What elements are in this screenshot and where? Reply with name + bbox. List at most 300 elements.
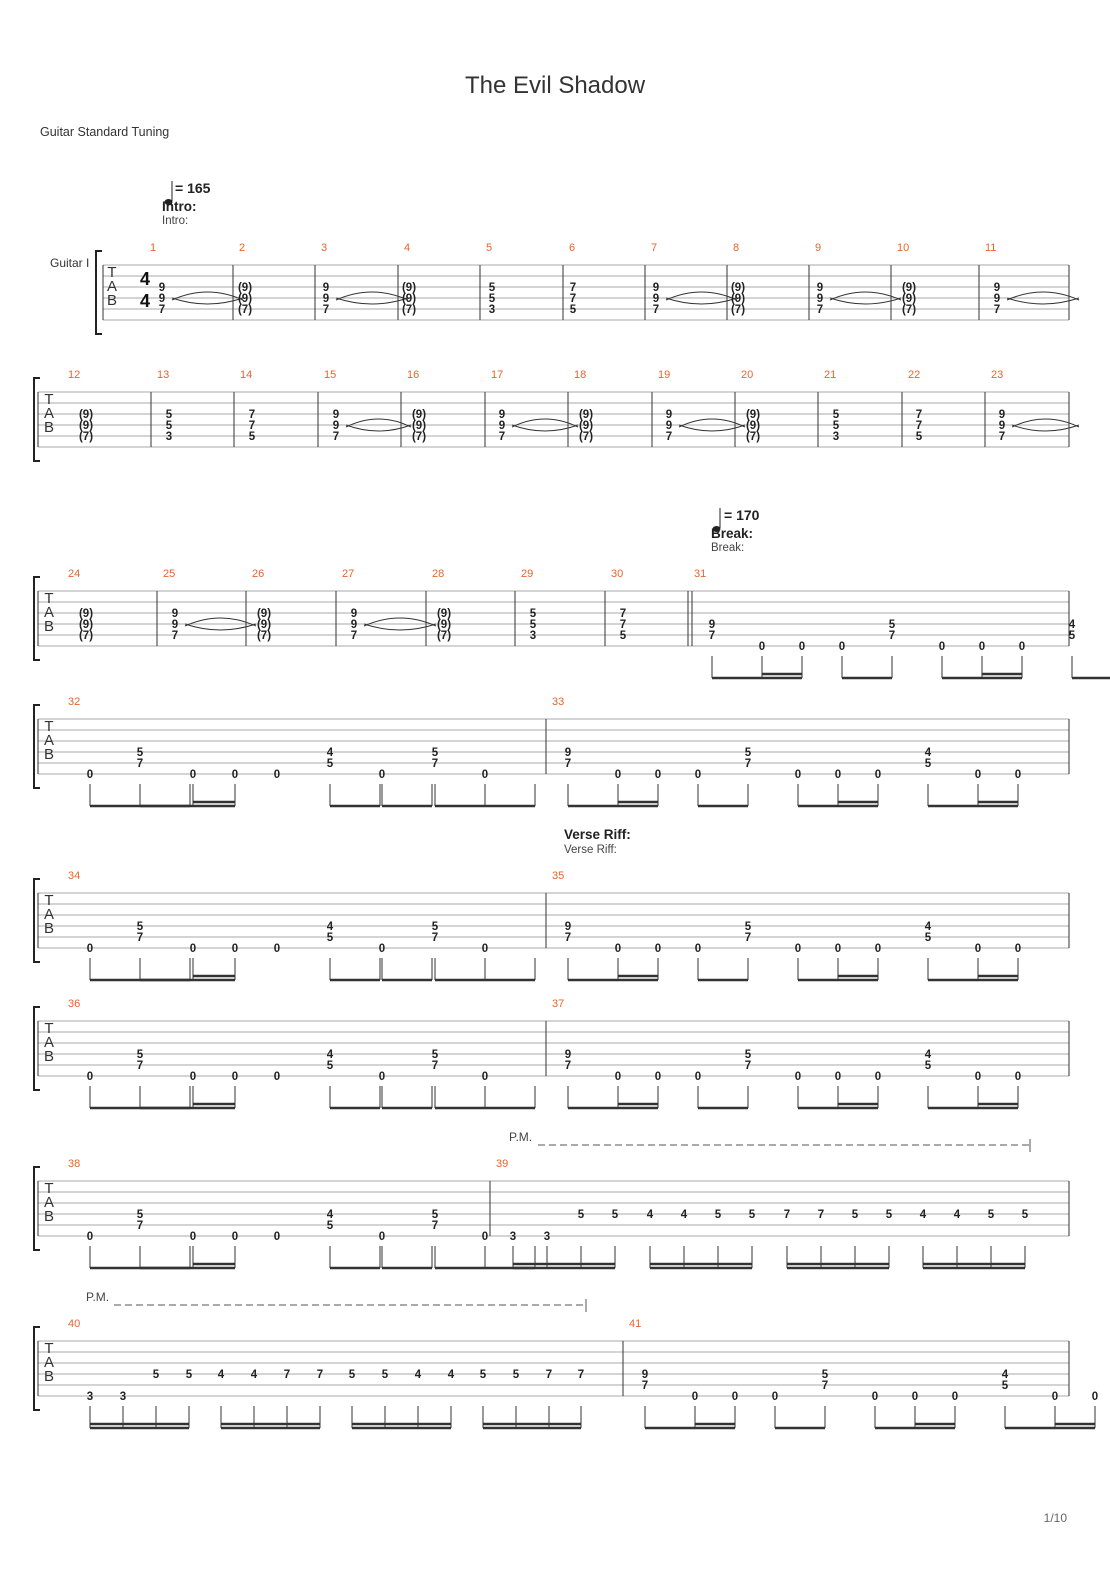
- fret-number: (7): [436, 630, 452, 642]
- fret-number: 4: [919, 1209, 927, 1221]
- measure-number: 33: [552, 696, 565, 708]
- fret-number: 9: [158, 282, 166, 294]
- fret-number: 5: [326, 1060, 334, 1072]
- instrument-name: Guitar I: [50, 256, 90, 270]
- fret-number: 0: [911, 1391, 919, 1403]
- fret-number: 0: [378, 943, 386, 955]
- fret-number: 5: [821, 1369, 829, 1381]
- fret-number: 7: [283, 1369, 291, 1381]
- fret-number: 0: [614, 769, 622, 781]
- tie-arc: [336, 298, 408, 304]
- fret-number: 7: [708, 630, 716, 642]
- fret-number: 0: [1014, 943, 1022, 955]
- fret-number: 5: [832, 420, 840, 432]
- system-bracket-4: [34, 705, 40, 788]
- fret-number: 0: [691, 1391, 699, 1403]
- fret-number: 5: [748, 1209, 756, 1221]
- fret-number: 0: [938, 641, 946, 653]
- fret-number: (9): [256, 619, 272, 631]
- fret-number: 5: [136, 1049, 144, 1061]
- fret-number: 0: [273, 769, 281, 781]
- fret-number: 0: [481, 769, 489, 781]
- fret-number: 0: [974, 943, 982, 955]
- tab-clef-letter: B: [43, 746, 55, 763]
- tie-arc: [364, 618, 436, 626]
- fret-number: (9): [237, 293, 253, 305]
- fret-number: 9: [498, 420, 506, 432]
- fret-number: (9): [401, 293, 417, 305]
- fret-number: 5: [924, 932, 932, 944]
- fret-number: 0: [378, 1231, 386, 1243]
- fret-number: 4: [414, 1369, 422, 1381]
- fret-number: 0: [874, 1071, 882, 1083]
- section-sublabel-intro: Intro:: [162, 215, 189, 227]
- tie-arc: [172, 292, 243, 300]
- measure-number: 12: [68, 369, 81, 381]
- fret-number: 0: [189, 769, 197, 781]
- measure-number: 11: [985, 242, 997, 254]
- tab-clef-letter: B: [43, 1208, 55, 1225]
- fret-number: 9: [332, 420, 340, 432]
- section-label-break: Break:: [711, 526, 754, 541]
- tuning-label: Guitar Standard Tuning: [40, 125, 170, 139]
- fret-number: 7: [816, 304, 824, 316]
- palm-mute-label-40: P.M.: [86, 1290, 110, 1304]
- measure-number: 15: [324, 369, 337, 381]
- fret-number: 5: [431, 921, 439, 933]
- fret-number: 5: [888, 619, 896, 631]
- fret-number: 0: [694, 943, 702, 955]
- tab-clef-letter: B: [106, 292, 118, 309]
- system-bracket-7: [34, 1167, 40, 1250]
- fret-number: 3: [509, 1231, 517, 1243]
- fret-number: 3: [543, 1231, 551, 1243]
- measure-number: 14: [240, 369, 253, 381]
- fret-number: 5: [381, 1369, 389, 1381]
- fret-number: 0: [874, 943, 882, 955]
- measure-number: 5: [486, 242, 493, 254]
- measure-number: 40: [68, 1318, 81, 1330]
- fret-number: 7: [744, 758, 752, 770]
- fret-number: 7: [322, 304, 330, 316]
- fret-number: 0: [1014, 1071, 1022, 1083]
- measure-number: 27: [342, 568, 355, 580]
- fret-number: 7: [136, 758, 144, 770]
- fret-number: 0: [758, 641, 766, 653]
- measure-number: 17: [491, 369, 504, 381]
- system-bracket-2: [34, 378, 40, 461]
- tie-arc: [830, 298, 901, 304]
- tie-arc: [1007, 292, 1079, 300]
- measure-number: 23: [991, 369, 1004, 381]
- fret-number: 7: [744, 932, 752, 944]
- fret-number: 9: [652, 282, 660, 294]
- tie-arc: [185, 618, 256, 626]
- fret-number: (9): [78, 409, 94, 421]
- tab-clef-letter: A: [43, 906, 55, 923]
- fret-number: 0: [86, 943, 94, 955]
- fret-number: (9): [730, 282, 746, 294]
- tab-clef-letter: B: [43, 1048, 55, 1065]
- fret-number: 0: [273, 1071, 281, 1083]
- fret-number: 7: [171, 630, 179, 642]
- fret-number: 0: [974, 769, 982, 781]
- fret-number: 9: [816, 282, 824, 294]
- fret-number: (9): [78, 619, 94, 631]
- fret-number: 0: [481, 1231, 489, 1243]
- fret-number: 9: [665, 409, 673, 421]
- fret-number: 7: [332, 431, 340, 443]
- fret-number: 9: [993, 293, 1001, 305]
- fret-number: 5: [1001, 1380, 1009, 1392]
- fret-number: (9): [78, 608, 94, 620]
- fret-number: (7): [578, 431, 594, 443]
- fret-number: 5: [611, 1209, 619, 1221]
- fret-number: (9): [730, 293, 746, 305]
- fret-number: 5: [714, 1209, 722, 1221]
- fret-number: 5: [987, 1209, 995, 1221]
- measure-number: 1: [150, 242, 157, 254]
- section-sublabel-break: Break:: [711, 542, 745, 554]
- fret-number: 3: [488, 304, 496, 316]
- fret-number: 4: [680, 1209, 688, 1221]
- fret-number: 9: [171, 608, 179, 620]
- song-title: The Evil Shadow: [464, 72, 646, 99]
- measure-number: 9: [815, 242, 822, 254]
- fret-number: 5: [152, 1369, 160, 1381]
- measure-number: 24: [68, 568, 81, 580]
- fret-number: (9): [411, 409, 427, 421]
- tab-clef-letter: A: [106, 278, 118, 295]
- fret-number: 7: [158, 304, 166, 316]
- tab-clef-letter: T: [107, 264, 117, 281]
- measure-number: 28: [432, 568, 445, 580]
- fret-number: 0: [654, 943, 662, 955]
- fret-number: 9: [708, 619, 716, 631]
- measure-number: 18: [574, 369, 587, 381]
- fret-number: 5: [569, 304, 577, 316]
- section-label-intro: Intro:: [162, 199, 197, 214]
- fret-number: 4: [326, 1209, 334, 1221]
- tie-arc: [364, 624, 436, 630]
- fret-number: 5: [326, 1220, 334, 1232]
- fret-number: 9: [564, 747, 572, 759]
- fret-number: 0: [794, 769, 802, 781]
- fret-number: 0: [614, 1071, 622, 1083]
- fret-number: 0: [86, 769, 94, 781]
- measure-number: 30: [611, 568, 624, 580]
- fret-number: (7): [730, 304, 746, 316]
- tie-arc: [666, 292, 737, 300]
- fret-number: 7: [350, 630, 358, 642]
- fret-number: 5: [431, 747, 439, 759]
- fret-number: 5: [924, 758, 932, 770]
- page-number: 1/10: [1043, 1511, 1067, 1525]
- fret-number: 5: [326, 932, 334, 944]
- fret-number: 5: [619, 630, 627, 642]
- fret-number: 0: [654, 769, 662, 781]
- fret-number: 5: [488, 282, 496, 294]
- fret-number: 3: [165, 431, 173, 443]
- fret-number: 0: [231, 1231, 239, 1243]
- fret-number: 7: [665, 431, 673, 443]
- fret-number: 0: [189, 943, 197, 955]
- fret-number: 5: [136, 747, 144, 759]
- measure-number: 10: [897, 242, 910, 254]
- fret-number: 0: [771, 1391, 779, 1403]
- fret-number: (7): [401, 304, 417, 316]
- measure-number: 35: [552, 870, 565, 882]
- time-signature-top: 4: [139, 269, 151, 289]
- fret-number: 0: [378, 769, 386, 781]
- system-bracket-1: [96, 251, 102, 334]
- fret-number: (9): [411, 420, 427, 432]
- fret-number: (7): [901, 304, 917, 316]
- tie-arc: [336, 292, 408, 300]
- fret-number: 7: [783, 1209, 791, 1221]
- section-sublabel-verse: Verse Riff:: [564, 844, 617, 856]
- fret-number: 9: [564, 1049, 572, 1061]
- fret-number: 9: [998, 420, 1006, 432]
- fret-number: 0: [974, 1071, 982, 1083]
- fret-number: (9): [901, 293, 917, 305]
- fret-number: 0: [231, 1071, 239, 1083]
- tab-clef-letter: B: [43, 920, 55, 937]
- fret-number: 9: [993, 282, 1001, 294]
- fret-number: 9: [498, 409, 506, 421]
- fret-number: 0: [378, 1071, 386, 1083]
- fret-number: 7: [248, 409, 256, 421]
- system-bracket-6: [34, 1007, 40, 1090]
- fret-number: 7: [431, 758, 439, 770]
- fret-number: 5: [326, 758, 334, 770]
- measure-number: 22: [908, 369, 921, 381]
- fret-number: 7: [564, 758, 572, 770]
- fret-number: (9): [745, 409, 761, 421]
- measure-number: 25: [163, 568, 176, 580]
- tab-clef-letter: T: [44, 718, 54, 735]
- fret-number: 0: [834, 943, 842, 955]
- fret-number: 7: [248, 420, 256, 432]
- fret-number: 9: [652, 293, 660, 305]
- fret-number: (7): [78, 431, 94, 443]
- tab-clef-letter: A: [43, 604, 55, 621]
- fret-number: 0: [694, 769, 702, 781]
- measure-number: 2: [239, 242, 246, 254]
- fret-number: 7: [545, 1369, 553, 1381]
- fret-number: 9: [665, 420, 673, 432]
- fret-number: 7: [431, 1060, 439, 1072]
- fret-number: (9): [578, 409, 594, 421]
- measure-number: 21: [824, 369, 837, 381]
- tempo-value-intro: = 165: [175, 180, 211, 196]
- fret-number: 4: [447, 1369, 455, 1381]
- system-bracket-5: [34, 879, 40, 962]
- tab-clef-letter: A: [43, 1034, 55, 1051]
- fret-number: 7: [817, 1209, 825, 1221]
- fret-number: 0: [834, 769, 842, 781]
- fret-number: 5: [744, 747, 752, 759]
- fret-number: 0: [481, 943, 489, 955]
- palm-mute-label-39: P.M.: [509, 1130, 533, 1144]
- fret-number: 9: [322, 293, 330, 305]
- tab-clef-letter: T: [44, 1180, 54, 1197]
- fret-number: 9: [171, 619, 179, 631]
- fret-number: 4: [924, 747, 932, 759]
- fret-number: 7: [641, 1380, 649, 1392]
- measure-number: 32: [68, 696, 81, 708]
- fret-number: 4: [646, 1209, 654, 1221]
- fret-number: 0: [86, 1231, 94, 1243]
- fret-number: 0: [231, 943, 239, 955]
- fret-number: 5: [744, 1049, 752, 1061]
- tie-arc: [185, 624, 256, 630]
- fret-number: (9): [78, 420, 94, 432]
- fret-number: 0: [951, 1391, 959, 1403]
- fret-number: 9: [350, 608, 358, 620]
- fret-number: 4: [250, 1369, 258, 1381]
- fret-number: 0: [481, 1071, 489, 1083]
- fret-number: 0: [1051, 1391, 1059, 1403]
- tie-arc: [830, 292, 901, 300]
- fret-number: 4: [924, 1049, 932, 1061]
- fret-number: 0: [871, 1391, 879, 1403]
- tab-clef-letter: T: [44, 590, 54, 607]
- fret-number: 7: [888, 630, 896, 642]
- measure-number: 26: [252, 568, 265, 580]
- fret-number: 0: [794, 1071, 802, 1083]
- tab-clef-letter: A: [43, 1354, 55, 1371]
- fret-number: (7): [256, 630, 272, 642]
- fret-number: 0: [86, 1071, 94, 1083]
- fret-number: 7: [569, 293, 577, 305]
- fret-number: 0: [798, 641, 806, 653]
- tie-arc: [172, 298, 243, 304]
- fret-number: (9): [436, 619, 452, 631]
- fret-number: (7): [237, 304, 253, 316]
- measure-number: 38: [68, 1158, 81, 1170]
- tab-clef-letter: A: [43, 732, 55, 749]
- fret-number: 9: [564, 921, 572, 933]
- fret-number: 0: [794, 943, 802, 955]
- fret-number: 0: [1018, 641, 1026, 653]
- measure-number: 41: [629, 1318, 642, 1330]
- fret-number: 7: [569, 282, 577, 294]
- measure-number: 16: [407, 369, 420, 381]
- fret-number: 9: [998, 409, 1006, 421]
- fret-number: 7: [431, 1220, 439, 1232]
- fret-number: 7: [564, 1060, 572, 1072]
- fret-number: 0: [614, 943, 622, 955]
- fret-number: 5: [488, 293, 496, 305]
- fret-number: 3: [119, 1391, 127, 1403]
- fret-number: 5: [512, 1369, 520, 1381]
- fret-number: 5: [924, 1060, 932, 1072]
- measure-number: 6: [569, 242, 576, 254]
- fret-number: 9: [332, 409, 340, 421]
- fret-number: 7: [136, 1060, 144, 1072]
- fret-number: 5: [577, 1209, 585, 1221]
- fret-number: 7: [993, 304, 1001, 316]
- tie-arc: [666, 298, 737, 304]
- fret-number: 7: [577, 1369, 585, 1381]
- fret-number: (9): [578, 420, 594, 432]
- fret-number: (7): [745, 431, 761, 443]
- fret-number: 0: [978, 641, 986, 653]
- fret-number: (9): [745, 420, 761, 432]
- fret-number: 7: [619, 608, 627, 620]
- fret-number: 5: [851, 1209, 859, 1221]
- measure-number: 13: [157, 369, 170, 381]
- fret-number: 5: [348, 1369, 356, 1381]
- fret-number: (9): [237, 282, 253, 294]
- fret-number: 7: [998, 431, 1006, 443]
- time-signature-bottom: 4: [139, 291, 151, 311]
- fret-number: 9: [322, 282, 330, 294]
- fret-number: 4: [1001, 1369, 1009, 1381]
- fret-number: 7: [619, 619, 627, 631]
- fret-number: (9): [401, 282, 417, 294]
- measure-number: 36: [68, 998, 81, 1010]
- fret-number: 7: [498, 431, 506, 443]
- fret-number: 7: [744, 1060, 752, 1072]
- fret-number: 9: [816, 293, 824, 305]
- fret-number: 4: [924, 921, 932, 933]
- fret-number: 5: [165, 409, 173, 421]
- fret-number: (7): [78, 630, 94, 642]
- fret-number: (9): [436, 608, 452, 620]
- fret-number: 5: [832, 409, 840, 421]
- tie-arc: [1007, 298, 1079, 304]
- fret-number: (9): [901, 282, 917, 294]
- fret-number: 0: [1014, 769, 1022, 781]
- fret-number: 3: [86, 1391, 94, 1403]
- fret-number: 5: [1068, 630, 1076, 642]
- fret-number: 3: [832, 431, 840, 443]
- tab-clef-letter: T: [44, 1340, 54, 1357]
- measure-number: 20: [741, 369, 754, 381]
- fret-number: 7: [652, 304, 660, 316]
- fret-number: 7: [915, 420, 923, 432]
- system-bracket-8: [34, 1327, 40, 1410]
- fret-number: 4: [953, 1209, 961, 1221]
- tab-clef-letter: B: [43, 618, 55, 635]
- fret-number: 5: [136, 1209, 144, 1221]
- fret-number: 5: [529, 619, 537, 631]
- measure-number: 34: [68, 870, 81, 882]
- fret-number: 9: [350, 619, 358, 631]
- fret-number: (9): [256, 608, 272, 620]
- fret-number: 3: [529, 630, 537, 642]
- fret-number: 5: [136, 921, 144, 933]
- fret-number: 0: [731, 1391, 739, 1403]
- fret-number: 0: [1091, 1391, 1099, 1403]
- fret-number: 5: [248, 431, 256, 443]
- system-bracket-3: [34, 577, 40, 660]
- fret-number: 4: [326, 747, 334, 759]
- measure-number: 8: [733, 242, 740, 254]
- fret-number: 5: [185, 1369, 193, 1381]
- fret-number: 0: [874, 769, 882, 781]
- fret-number: 0: [189, 1071, 197, 1083]
- tab-clef-letter: B: [43, 419, 55, 436]
- measure-number: 39: [496, 1158, 509, 1170]
- fret-number: 4: [326, 921, 334, 933]
- fret-number: 0: [694, 1071, 702, 1083]
- fret-number: 9: [158, 293, 166, 305]
- tab-clef-letter: B: [43, 1368, 55, 1385]
- measure-number: 7: [651, 242, 658, 254]
